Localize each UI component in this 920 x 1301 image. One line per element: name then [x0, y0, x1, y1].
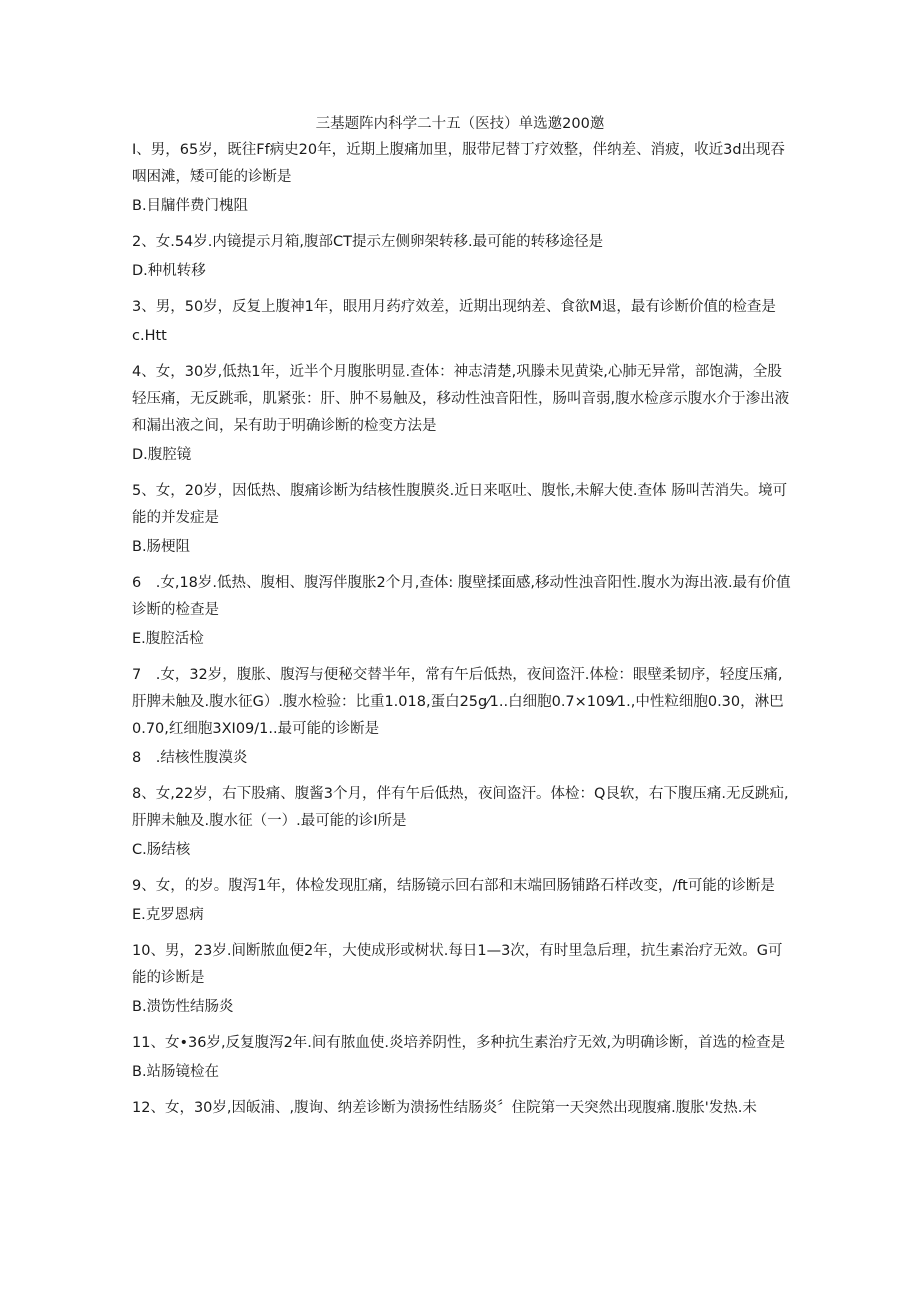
answer-text: C.肠结核	[132, 842, 191, 858]
answer-text: B.目牖伴费门槐阻	[132, 198, 249, 214]
question-text: 5、女，20岁，因低热、腹痛诊断为结核性腹膜炎.近日来呕吐、腹怅,未解大使.查体 肠叫苦消失。境可能的并发症是	[132, 483, 788, 526]
document-title: 三基题阵内科学二十五（医技）单选邀200邀	[315, 116, 605, 132]
question-text: 10、男，23岁.间断脓血便2年，大使成形或树状.每日1—3次，有时里急后理，抗生素治疗无效。G可能的诊断是	[132, 943, 783, 986]
answer-text: E.腹腔活检	[132, 631, 204, 647]
question-item	[132, 359, 792, 469]
answer-text: D.腹腔镜	[132, 447, 192, 463]
question-item	[132, 294, 792, 350]
question-item	[132, 662, 792, 772]
question-text: 2、女.54岁.内镜提示月箱,腹部CT提示左侧卵架转移.最可能的转移途径是	[132, 234, 604, 250]
question-item	[132, 781, 792, 864]
answer-text: B.肠梗阻	[132, 539, 191, 555]
question-text: I、男，65岁，既往Ff病史20年，近期上腹痛加里，服带尼替丁疗效整，伴纳差、消疲，收近3d出现吞咽困滩，矮可能的诊断是	[132, 142, 786, 185]
question-item	[132, 873, 792, 929]
answer-text: E.克罗恩病	[132, 907, 204, 923]
question-item	[132, 137, 792, 220]
question-text: 3、男，50岁，反复上腹神1年，眼用月药疗效差，近期出现纳差、食欲M退，最有诊断价值的检查是	[132, 299, 776, 315]
question-text: 4、女，30岁,低热1年，近半个月腹胀明显.查体：神志清楚,巩滕未见黄染,心肺无异常，部饱满，全股轻压痛，无反跳乖，肌紧张：肝、肿不易触及，移动性浊音阳性，肠叫音弱,腹水检彦示腹水介于渗出液和漏出液之间，呆有助于明确诊断的检变方法是	[132, 364, 790, 434]
answer-text: D.种机转移	[132, 263, 206, 279]
question-text: 7 .女，32岁，腹胀、腹泻与便秘交替半年，常有午后低热，夜间盗汗.体检：眼壁柔韧序，轻度压痛,肝脾未触及.腹水征G）.腹水检验：比重1.018,蛋白25g⁄1..白细胞0.7×109⁄1.,中性粒细胞0.30，淋巴0.70,红细胞3XI09/1..最可能的诊断是	[132, 667, 784, 737]
question-text: 12、女，30岁,因皈浦、,腹询、纳差诊断为溃扬性结肠炎〞住院第一天突然出现腹痛.腹胀'发热.未	[132, 1100, 757, 1116]
question-item	[132, 478, 792, 561]
question-item	[132, 1095, 792, 1122]
question-list	[132, 137, 792, 1131]
question-text: 9、女，的岁。腹泻1年，体检发现肛痛，结肠镜示回右部和末端回肠铺路石样改变，/ft可能的诊断是	[132, 878, 775, 894]
question-item	[132, 938, 792, 1021]
question-item	[132, 1030, 792, 1086]
question-text: 8、女,22岁，右下股痛、腹酱3个月，伴有午后低热，夜间盗汗。体检：Q艮软，右下腹压痛.无反跳疝,肝脾未触及.腹水征（一）.最可能的诊I所是	[132, 786, 789, 829]
answer-text: c.Htt	[132, 328, 167, 344]
answer-text: B.溃饬性结肠炎	[132, 999, 234, 1015]
question-text: 11、女•36岁,反复腹泻2年.间有脓血使.炎培养阴性，多种抗生素治疗无效,为明确诊断，首选的检查是	[132, 1035, 786, 1051]
question-item	[132, 229, 792, 285]
answer-text: B.站肠镜检在	[132, 1064, 220, 1080]
question-text: 6 .女,18岁.低热、腹相、腹泻伴腹胀2个月,查体: 腹壁揉面感,移动性浊音阳性.腹水为海出液.最有价值诊断的检查是	[132, 575, 791, 618]
question-item	[132, 570, 792, 653]
answer-text: 8 .结核性腹漠炎	[132, 750, 248, 766]
